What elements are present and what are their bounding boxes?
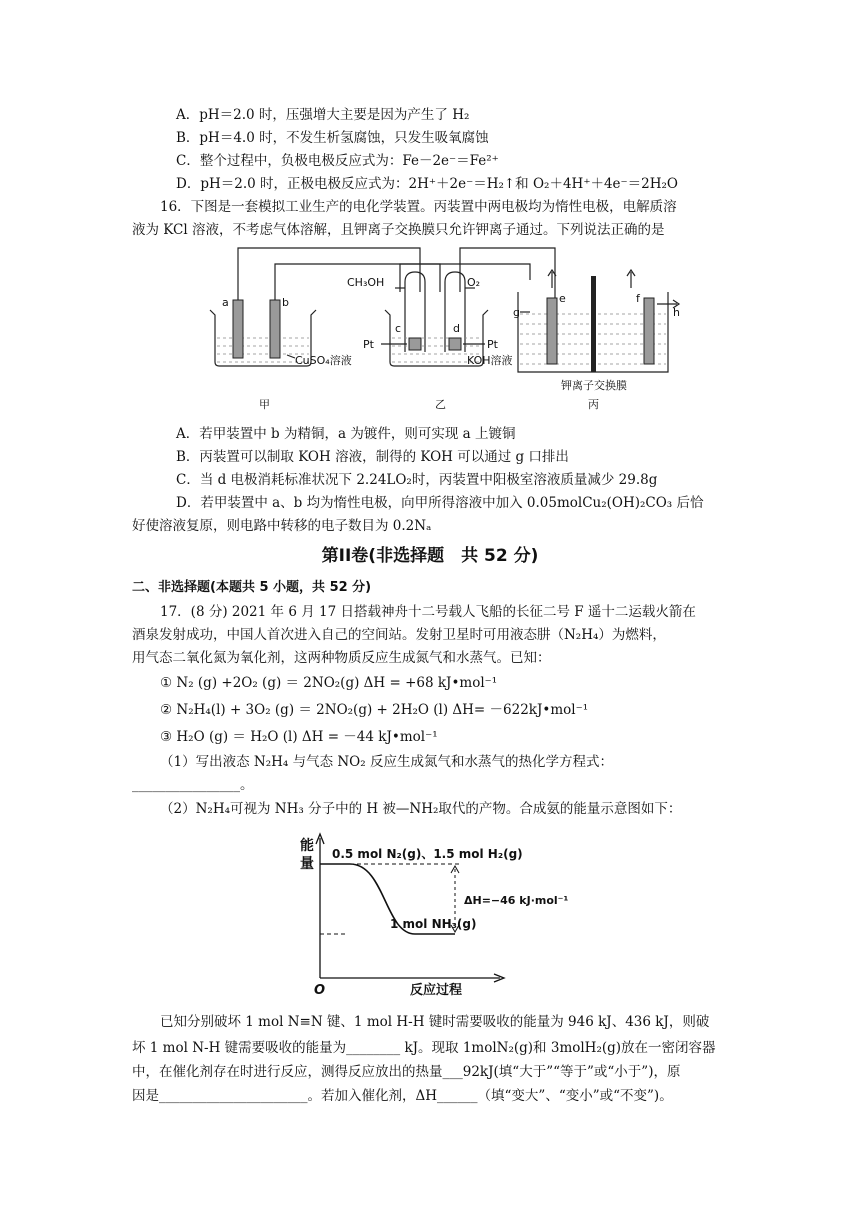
label-electrode-c: c — [395, 322, 402, 335]
q17-tail-line2: 坏 1 mol N-H 键需要吸收的能量为________ kJ。现取 1molN₂(g)和 3molH₂(g)放在一密闭容器 — [132, 1040, 716, 1056]
label-port-g: g — [513, 306, 520, 319]
q16-option-b: B．丙装置可以制取 KOH 溶液，制得的 KOH 可以通过 g 口排出 — [176, 449, 569, 465]
q17-line2: 酒泉发射成功，中国人首次进入自己的空间站。发射卫星时可用液态肼（N₂H₄）为燃料， — [132, 627, 666, 643]
q17-sub2: （2）N₂H₄可视为 NH₃ 分子中的 H 被—NH₂取代的产物。合成氨的能量示意图如下： — [160, 801, 682, 817]
q16-option-d: D．若甲装置中 a、b 均为惰性电极，向甲所得溶液中加入 0.05molCu₂(OH)₂CO₃ 后恰 — [176, 495, 704, 511]
q17-eq2: ② N₂H₄(l) + 3O₂ (g) ＝ 2NO₂(g) + 2H₂O (l) ΔH= －622kJ•mol⁻¹ — [160, 702, 589, 718]
label-bing: 丙 — [588, 398, 599, 411]
q16-stem-line2: 液为 KCl 溶液，不考虑气体溶解，且钾离子交换膜只允许钾离子通过。下列说法正确的是 — [132, 222, 665, 238]
energy-origin: O — [314, 983, 326, 998]
q17-line1: 17．(8 分) 2021 年 6 月 17 日搭载神舟十二号载人飞船的长征二号 F 遥十二运载火箭在 — [160, 604, 696, 620]
energy-top-label: 0.5 mol N₂(g)、1.5 mol H₂(g) — [332, 847, 523, 861]
section-subtitle: 二、非选择题(本题共 5 小题，共 52 分) — [132, 580, 372, 595]
q15-option-a: A．pH＝2.0 时，压强增大主要是因为产生了 H₂ — [176, 107, 470, 123]
label-yi: 乙 — [435, 398, 446, 411]
label-jia: 甲 — [259, 398, 270, 411]
q15-option-c: C．整个过程中，负极电极反应式为：Fe－2e⁻＝Fe²⁺ — [176, 153, 499, 169]
q17-sub1-line1: （1）写出液态 N₂H₄ 与气态 NO₂ 反应生成氮气和水蒸气的热化学方程式： — [160, 754, 613, 770]
q17-sub1-line2: ________________。 — [132, 777, 254, 793]
label-electrode-f: f — [636, 292, 640, 305]
label-electrode-a: a — [222, 296, 229, 309]
energy-ylabel-1: 能 — [300, 838, 314, 854]
label-cuso4: CuSO₄溶液 — [295, 354, 352, 367]
q16-stem-line1: 16．下图是一套模拟工业生产的电化学装置。丙装置中两电极均为惰性电极，电解质溶 — [160, 199, 677, 215]
q17-line3: 用气态二氧化氮为氧化剂，这两种物质反应生成氮气和水蒸气。已知： — [132, 650, 551, 666]
q16-option-a: A．若甲装置中 b 为精铜，a 为镀件，则可实现 a 上镀铜 — [176, 426, 516, 442]
label-port-h: h — [673, 306, 680, 319]
q16-option-c: C．当 d 电极消耗标准状况下 2.24LO₂时，丙装置中阳极室溶液质量减少 29.8g — [176, 472, 658, 488]
energy-diagram — [290, 828, 590, 998]
label-pt-left: Pt — [363, 338, 374, 351]
label-pt-right: Pt — [487, 338, 498, 351]
q17-tail-line1: 已知分别破坏 1 mol N≡N 键、1 mol H-H 键时需要吸收的能量为 946 kJ、436 kJ，则破 — [160, 1014, 710, 1030]
energy-dh-label: ΔH=−46 kJ·mol⁻¹ — [464, 894, 569, 907]
energy-bottom-label: 1 mol NH₃(g) — [390, 917, 477, 931]
energy-xlabel: 反应过程 — [410, 983, 463, 998]
q17-tail-line3: 中，在催化剂存在时进行反应，测得反应放出的热量___92kJ(填“大于”“等于”或“小于”)，原 — [132, 1064, 681, 1080]
q16-option-d-cont: 好使溶液复原，则电路中转移的电子数目为 0.2Nₐ — [132, 518, 432, 534]
electrochemical-apparatus-diagram — [195, 240, 695, 418]
q17-tail-line4: 因是______________________。若加入催化剂，ΔH______（填“变大”、“变小”或“不变”)。 — [132, 1088, 673, 1104]
label-electrode-d: d — [453, 322, 460, 335]
section-title: 第II卷(非选择题 共 52 分) — [321, 546, 539, 566]
energy-ylabel-2: 量 — [300, 856, 314, 872]
q17-eq1: ① N₂ (g) +2O₂ (g) ＝ 2NO₂(g) ΔH = +68 kJ•mol⁻¹ — [160, 675, 498, 691]
label-membrane: 钾离子交换膜 — [561, 379, 627, 392]
label-electrode-b: b — [282, 296, 289, 309]
label-ch3oh: CH₃OH — [347, 276, 385, 289]
label-o2: O₂ — [467, 276, 481, 289]
label-koh: KOH溶液 — [467, 354, 513, 367]
q17-eq3: ③ H₂O (g) ＝ H₂O (l) ΔH = －44 kJ•mol⁻¹ — [160, 729, 438, 745]
q15-option-d: D．pH＝2.0 时，正极电极反应式为：2H⁺＋2e⁻＝H₂↑和 O₂＋4H⁺＋4e⁻＝2H₂O — [176, 176, 678, 192]
q15-option-b: B．pH＝4.0 时，不发生析氢腐蚀，只发生吸氧腐蚀 — [176, 130, 489, 146]
label-electrode-e: e — [559, 292, 566, 305]
